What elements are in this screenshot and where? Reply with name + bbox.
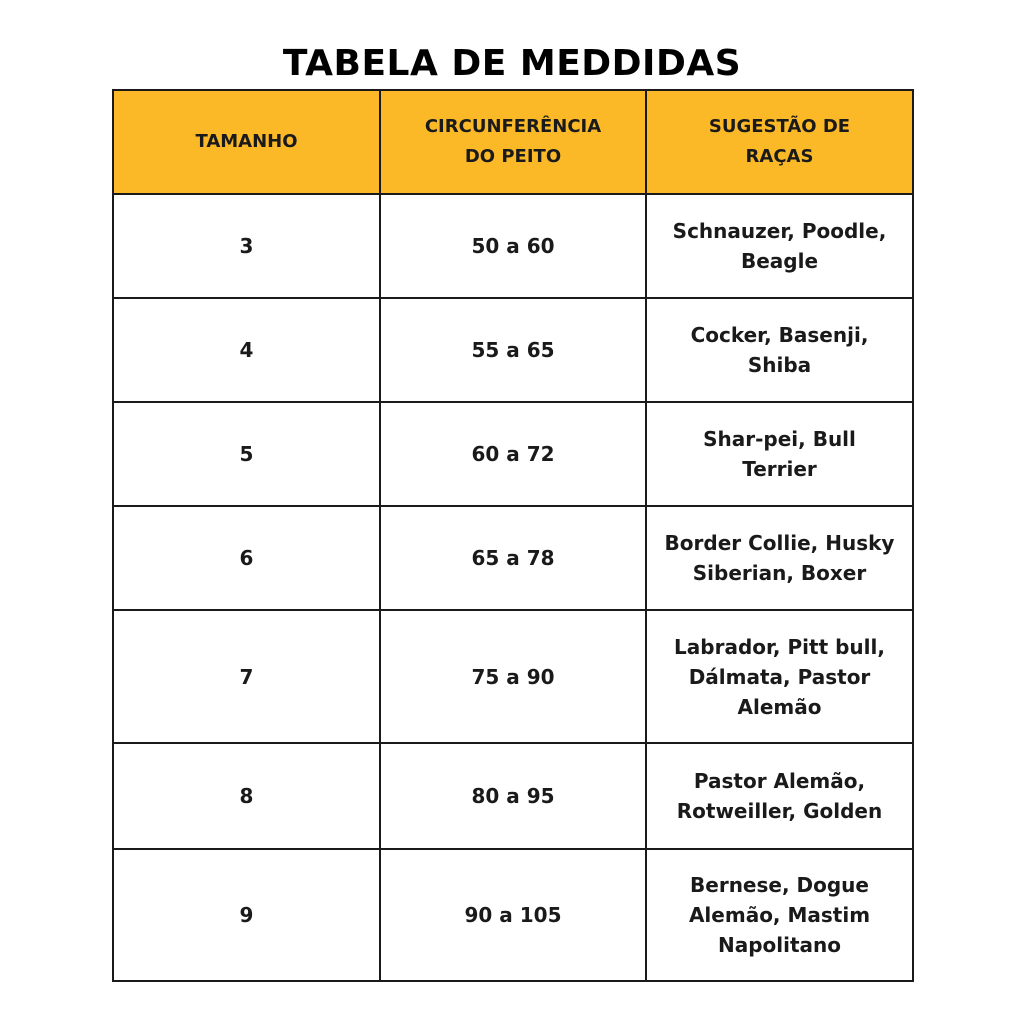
header-row (113, 90, 913, 194)
size-cell: 7 (113, 610, 380, 743)
chest-cell: 50 a 60 (380, 194, 646, 298)
chest-cell: 55 a 65 (380, 298, 646, 402)
page-title: TABELA DE MEDDIDAS (282, 43, 742, 84)
table-row (113, 298, 913, 402)
size-cell: 3 (113, 194, 380, 298)
size-cell: 8 (113, 743, 380, 849)
size-cell: 4 (113, 298, 380, 402)
column-header-size: TAMANHO (113, 90, 380, 194)
table-body (113, 194, 913, 981)
table-header (113, 90, 913, 194)
chest-cell: 80 a 95 (380, 743, 646, 849)
table-row (113, 610, 913, 743)
chest-cell: 65 a 78 (380, 506, 646, 610)
size-cell: 6 (113, 506, 380, 610)
breeds-cell: Pastor Alemão, Rotweiller, Golden (646, 743, 913, 849)
column-header-chest: CIRCUNFERÊNCIA DO PEITO (380, 90, 646, 194)
table-row (113, 506, 913, 610)
size-cell: 5 (113, 402, 380, 506)
breeds-cell: Labrador, Pitt bull, Dálmata, Pastor Alemão (646, 610, 913, 743)
table-row (113, 849, 913, 981)
column-header-breeds: SUGESTÃO DE RAÇAS (646, 90, 913, 194)
chest-cell: 90 a 105 (380, 849, 646, 981)
breeds-cell: Cocker, Basenji, Shiba (646, 298, 913, 402)
size-cell: 9 (113, 849, 380, 981)
breeds-cell: Shar-pei, Bull Terrier (646, 402, 913, 506)
breeds-cell: Border Collie, Husky Siberian, Boxer (646, 506, 913, 610)
breeds-cell: Schnauzer, Poodle, Beagle (646, 194, 913, 298)
table-row (113, 743, 913, 849)
breeds-cell: Bernese, Dogue Alemão, Mastim Napolitano (646, 849, 913, 981)
table-row (113, 402, 913, 506)
chest-cell: 60 a 72 (380, 402, 646, 506)
size-chart-table (112, 89, 914, 982)
chest-cell: 75 a 90 (380, 610, 646, 743)
table-row (113, 194, 913, 298)
